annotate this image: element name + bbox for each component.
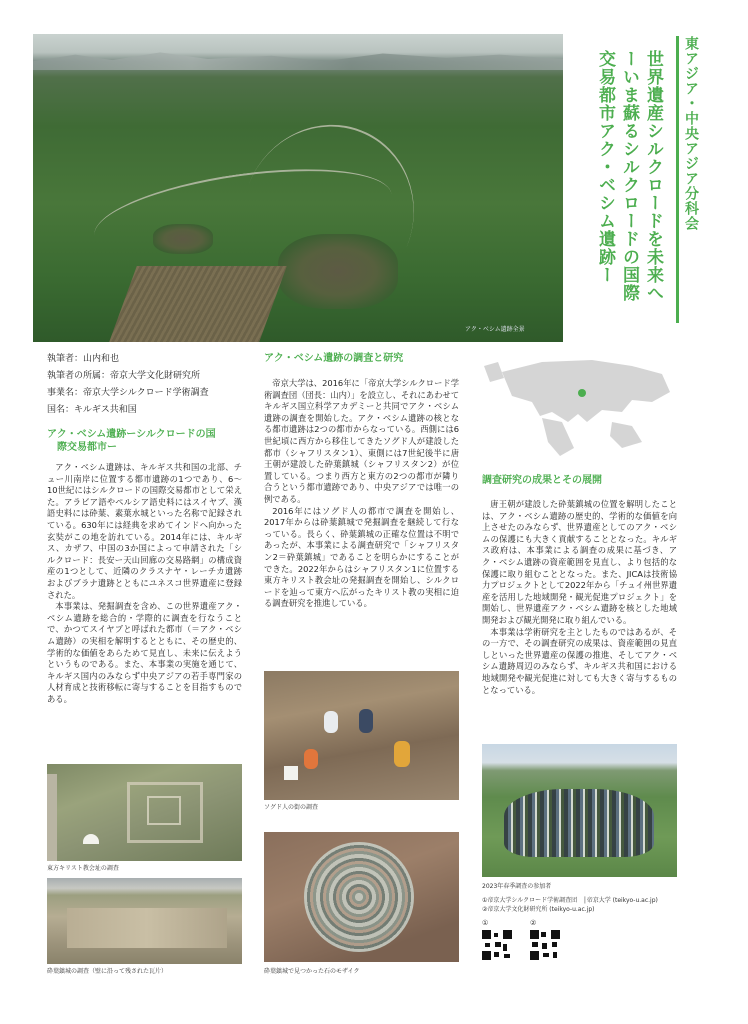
section-title: 東アジア・中央アジア分科会 (683, 36, 699, 231)
crowd (504, 789, 654, 857)
location-map (482, 352, 678, 458)
world-map-svg (482, 352, 678, 458)
col2-paragraph: 2016年にはソグド人の都市で調査を開始し、2017年からは砕葉鎮城で発掘調査を継続して行なっている。長らく、砕葉鎮城の正確な位置は不明であったが、本事業による調査研究で「シャフリスタン2＝砕葉鎮城」であることを明らかにすることができた。2022年からはシャフリスタン1に位置する東方キリスト教会址の発掘調査を開始し、シルクロードを辿って東方へ広がったキリスト教の実相に迫る調査研究を推進している。 (264, 505, 459, 609)
main-title-line3: 交易都市アク・ベシム遺跡ー (595, 50, 615, 284)
sogdian-city-excavation-photo (264, 671, 459, 800)
link-1[interactable]: ①帝京大学シルクロード学術調査団 │帝京大学 (teikyo-u.ac.jp) (482, 897, 658, 904)
qr1-label: ① (482, 919, 489, 927)
meta-project: 事業名：帝京大学シルクロード学術調査 (47, 388, 209, 398)
col1-paragraph: 本事業は、発掘調査を含め、この世界遺産アク・ベシム遺跡を総合的・学際的に調査を行なうことで、かつてスイヤブと呼ばれた都市（＝アク・ベシム遺跡）の実相を解明するとともに、その歴史的、学術的な価値をあらためて見直し、未来に伝えようというものである。また、本事業の実施を通じて、キルギス国内のみならず中央アジアの若手専門家の人材育成と技術移転に寄与することを目指すものである。 (47, 601, 242, 704)
main-title-line2: ーいま蘇るシルクロードの国際 (619, 50, 639, 302)
meta-country: 国名：キルギス共和国 (47, 405, 137, 415)
mosaic-caption: 砕葉鎮城で見つかった石のモザイク (264, 968, 360, 975)
hero-mountains (33, 48, 563, 70)
meta-author: 執筆者：山内和也 (47, 354, 120, 364)
col1-heading (47, 428, 247, 454)
bucket (284, 766, 298, 780)
col2-heading: アク・ベシム遺跡の調査と研究 (264, 353, 404, 364)
hero-caption: アク・ベシム遺跡全景 (465, 326, 525, 333)
col3-paragraph: 唐王朝が建設した砕葉鎮城の位置を解明したことは、アク・ベシム遺跡の歴史的、学術的な価値を向上させたのみならず、世界遺産としてのアク・ベシムの保護にも大きく貢献することとなった。キルギス政府は、本事業による調査の成果に基づき、アク・ベシム遺跡の資産範囲を見直し、より包括的な保護に取り組むこととなった。また、JICAは技術協力プロジェクトとして2022年から「チュイ州世界遺産を活用した地域開発・観光促進プロジェクト」を開始し、世界遺産アク・ベシム遺跡を核とした地域開発および観光開発に取り組んでいる。 (482, 499, 677, 625)
col3-heading: 調査研究の成果とその展開 (482, 475, 602, 486)
hero-photo (33, 34, 563, 342)
stone-mosaic-photo (264, 832, 459, 962)
col2-paragraph: 帝京大学は、2016年に「帝京大学シルクロード学術調査団（団長：山内）」を設立し、それにあわせてキルギス国立科学アカデミーと共同でアク・ベシム遺跡の調査を開始した。アク・ベシム遺跡の核となる都市遺跡は2つの都市からなっている。西側には6世紀頃に西方から移住してきたソグド人が建設した都市（シャフリスタン1）、東側には7世紀後半に唐王朝が建設した砕葉鎮城（シャフリスタン2）が位置している。つまり西方と東方の2つの都市が隣り合うという都市遺跡であり、中央アジアでは唯一の例である。 (264, 378, 459, 504)
col1-paragraph: アク・ベシム遺跡は、キルギス共和国の北部、チュー川南岸に位置する都市遺跡の1つであり、6〜10世紀にはシルクロードの国際交易都市として栄えた。アラビア語やペルシア語史料にはスイヤブ、漢語史料には砕葉、素葉水城といった名称で記録されている。630年には経典を求めてインドへ向かった玄奘がこの地を訪れている。2014年には、キルギス、カザフ、中国の3か国によって申請された「シルクロード：長安ー天山回廊の交易路網」の構成資産の1つとして、近隣のクラスナヤ・レーチカ遺跡およびブラナ遺跡とともにユネスコ世界遺産に登録された。 (47, 462, 242, 600)
qr-code-1[interactable] (482, 930, 512, 960)
col1-body (47, 462, 242, 705)
mosaic-pattern (304, 842, 414, 952)
hero-ruin (153, 224, 213, 254)
col3-body (482, 499, 677, 696)
main-title-line1: 世界遺産シルクロードを未来へ (643, 50, 663, 302)
col2-body (264, 378, 459, 610)
church-caption: 東方キリスト教会址の調査 (47, 865, 119, 872)
link-2[interactable]: ②帝京大学文化財研究所 (teikyo-u.ac.jp) (482, 906, 595, 913)
road (47, 774, 57, 861)
qr-code-2[interactable] (530, 930, 560, 960)
excavation-trench (67, 908, 227, 948)
col1-heading-line1: アク・ベシム遺跡ーシルクロードの国 (47, 429, 216, 440)
meta-affiliation: 執筆者の所属：帝京大学文化財研究所 (47, 371, 201, 381)
church-excavation-photo (47, 764, 242, 861)
worker (304, 749, 318, 769)
ruin-outline (147, 796, 181, 825)
wall-caption: 砕葉鎮城の調査（壁に沿って残された瓦片） (47, 968, 168, 975)
dig-caption: ソグド人の街の調査 (264, 804, 318, 811)
group-photo (482, 744, 677, 877)
worker (324, 711, 338, 733)
wall-excavation-photo (47, 878, 242, 964)
col1-heading-line2: 際交易都市ー (57, 442, 117, 453)
hero-field (109, 266, 287, 342)
site-location-marker (578, 389, 586, 397)
worker (359, 709, 373, 733)
tent (83, 834, 99, 844)
hero-ruin (278, 234, 398, 309)
meta-block (47, 351, 209, 419)
qr2-label: ② (530, 919, 537, 927)
worker (394, 741, 410, 767)
group-caption: 2023年春季調査の参加者 (482, 883, 552, 890)
title-divider (676, 36, 679, 323)
col3-paragraph: 本事業は学術研究を主としたものではあるが、その一方で、その調査研究の成果は、資産範囲の見直しといった世界遺産の保護の推進、そしてアク・ベシム遺跡周辺のみならず、キルギス共和国における地域開発や観光促進に対しても大きく寄与するものとなっている。 (482, 626, 677, 695)
